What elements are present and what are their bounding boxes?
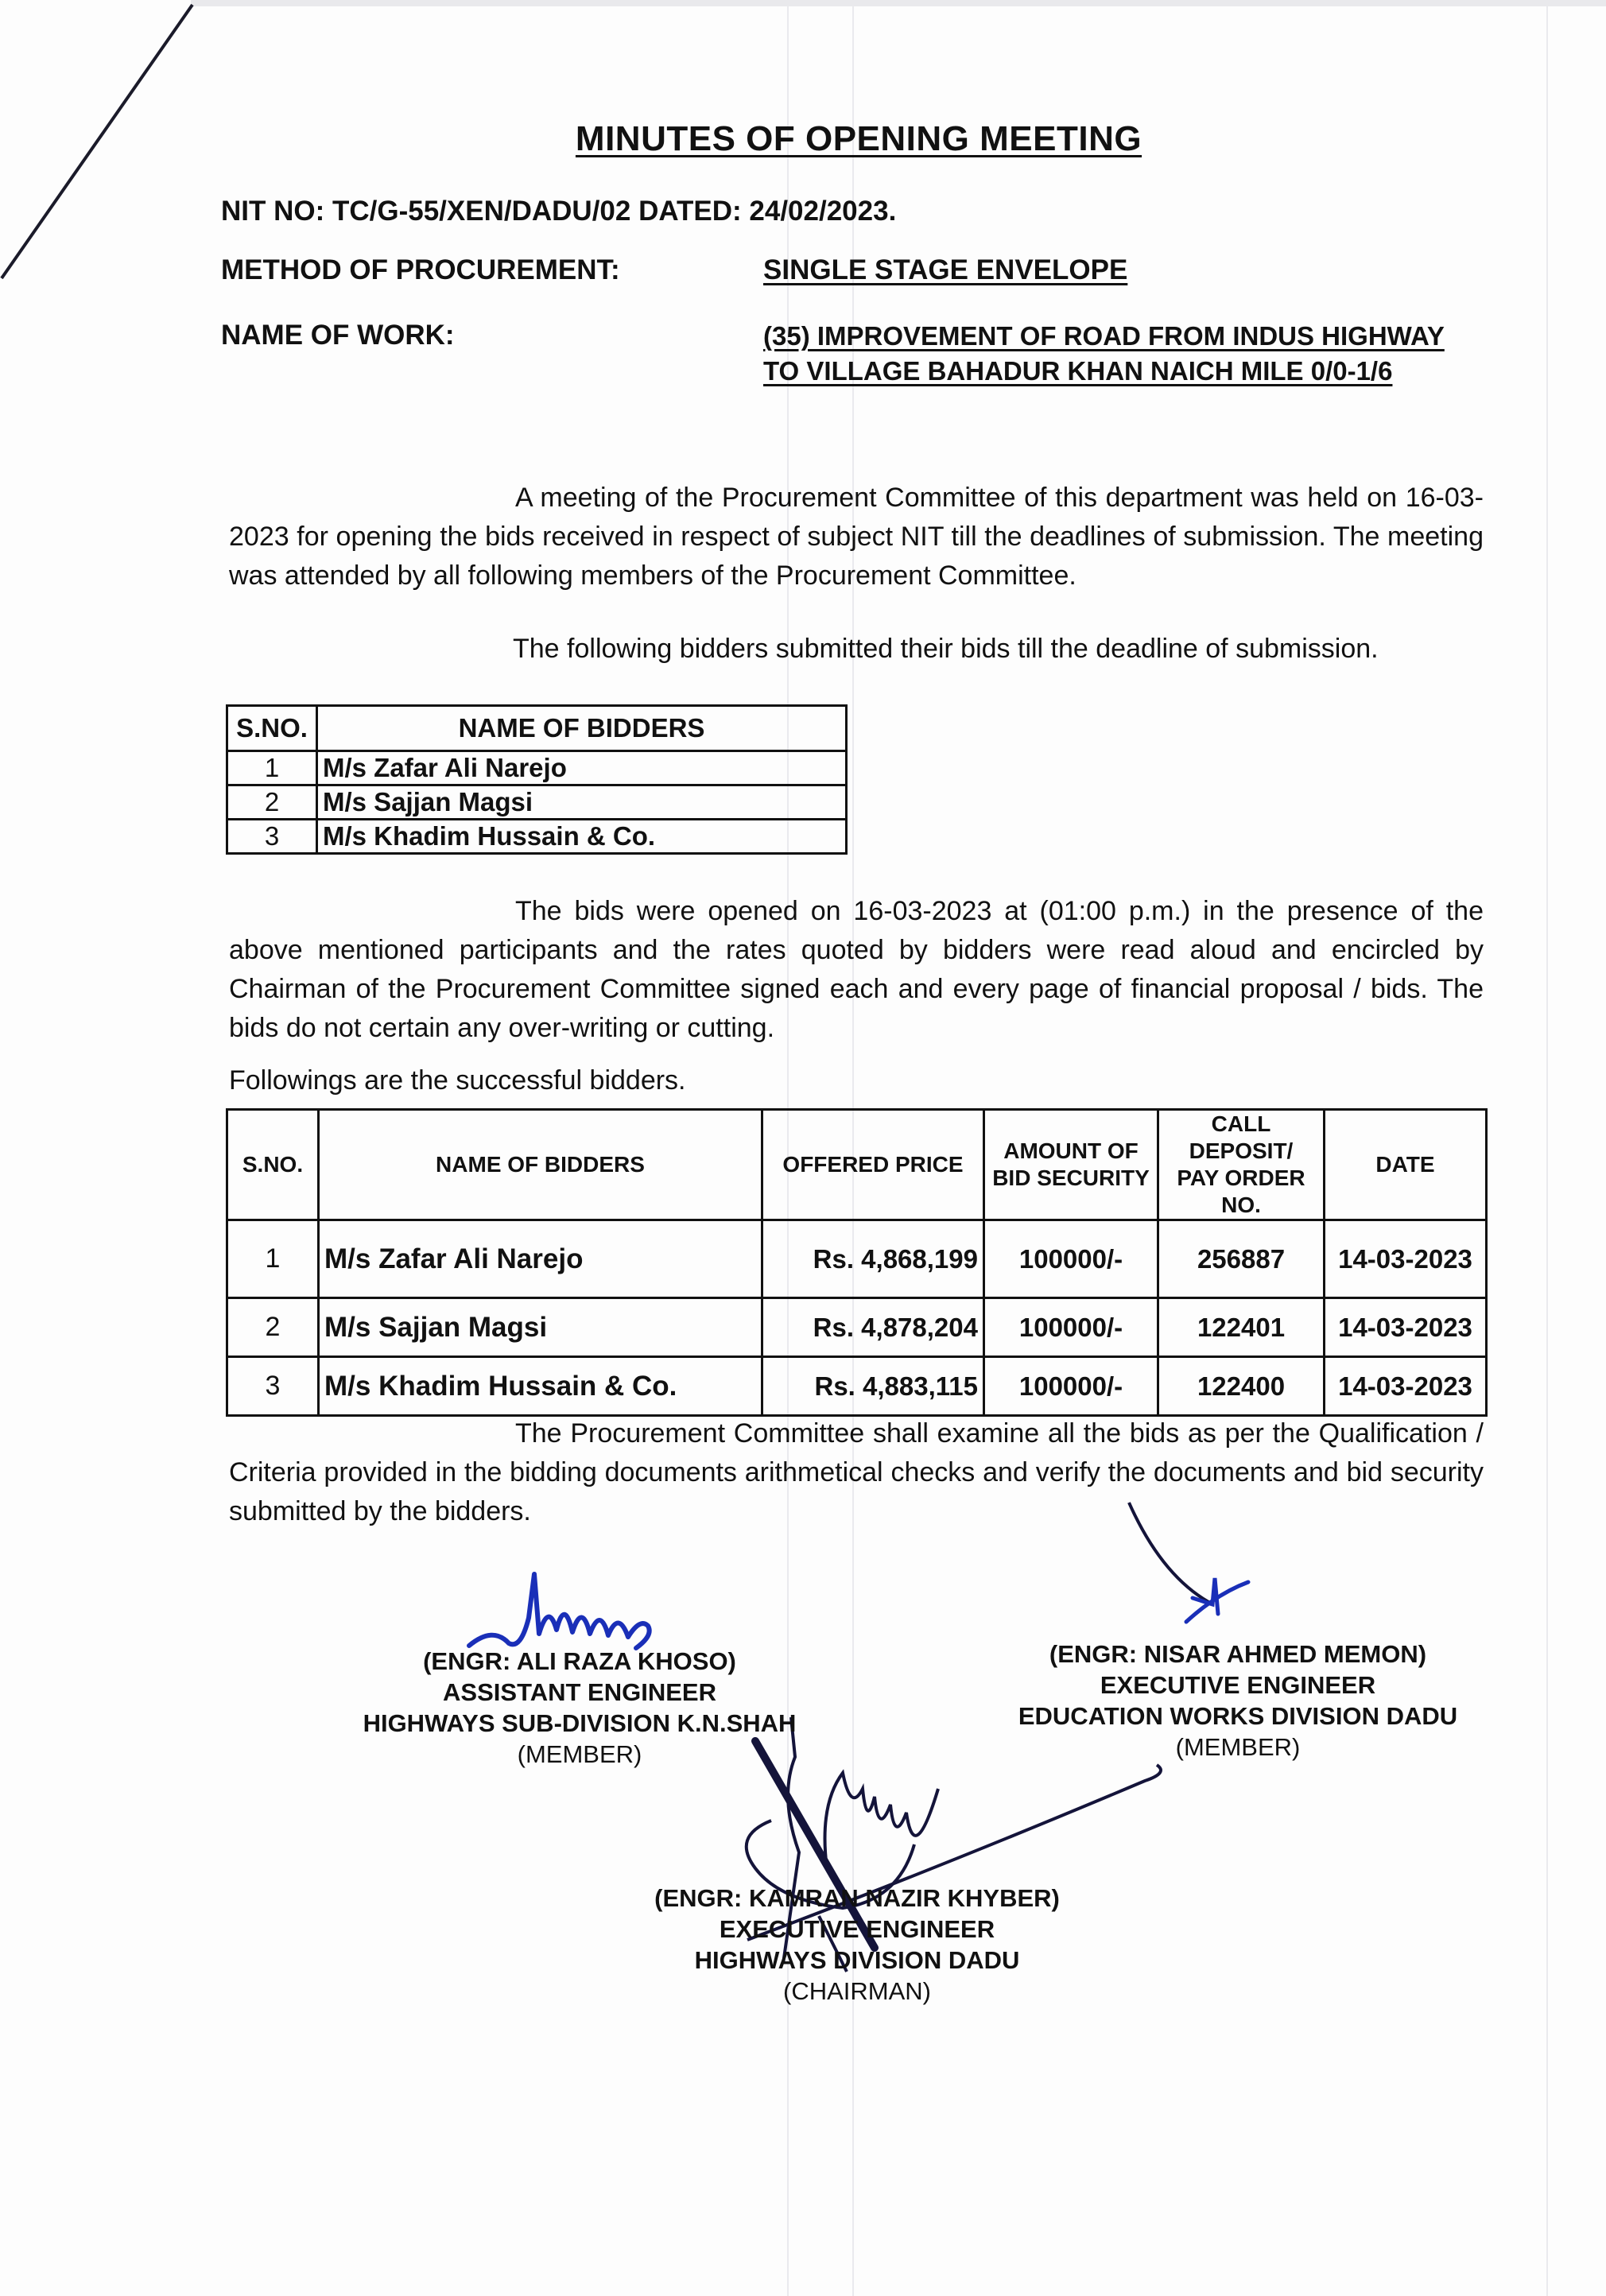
signatory-block-left: [341, 1646, 818, 1770]
signatory-designation: ASSISTANT ENGINEER: [443, 1678, 716, 1706]
cell-sno: 2: [227, 1298, 319, 1357]
table-row: [227, 820, 847, 854]
table-row: [227, 1357, 1487, 1416]
cell-sno: 2: [227, 785, 317, 820]
cell-bid-security: 100000/-: [984, 1298, 1158, 1357]
paragraph-text: The Procurement Committee shall examine all the bids as per the Qualification / Criteria provided in the bidding documents arithmetical checks and verify the documents and bid security submitted by the bidders.: [229, 1418, 1484, 1526]
work-value-line2: TO VILLAGE BAHADUR KHAN NAICH MILE 0/0-1/6: [763, 356, 1393, 386]
title-text: MINUTES OF OPENING MEETING: [575, 119, 1142, 158]
cell-bid-security: 100000/-: [984, 1220, 1158, 1298]
cell-date: 14-03-2023: [1325, 1220, 1487, 1298]
bidders-table: [226, 704, 848, 855]
method-label: METHOD OF PROCUREMENT:: [221, 254, 620, 285]
signatory-role: (MEMBER): [517, 1740, 642, 1768]
signatory-block-chairman: [619, 1883, 1096, 2007]
cell-sno: 1: [227, 751, 317, 785]
nit-number: NIT NO: TC/G-55/XEN/DADU/02 DATED: 24/02/2023.: [221, 196, 897, 227]
signatory-role: (CHAIRMAN): [783, 1977, 931, 2005]
signatory-office: EDUCATION WORKS DIVISION DADU: [1018, 1702, 1458, 1730]
successful-bidders-table: [226, 1108, 1488, 1417]
cell-sno: 3: [227, 820, 317, 854]
paragraph-meeting-held: [229, 479, 1484, 595]
column-header-name: NAME OF BIDDERS: [319, 1110, 762, 1220]
signatory-office: HIGHWAYS SUB-DIVISION K.N.SHAH: [363, 1709, 797, 1737]
paragraph-bidders-submitted: The following bidders submitted their bids till the deadline of submission.: [513, 634, 1379, 664]
page-title: [0, 119, 1606, 159]
cell-bidder-name: M/s Sajjan Magsi: [319, 1298, 762, 1357]
table-row: [227, 785, 847, 820]
column-header-sno: S.NO.: [227, 1110, 319, 1220]
cell-bid-security: 100000/-: [984, 1357, 1158, 1416]
table-row: [227, 1220, 1487, 1298]
column-header-name: NAME OF BIDDERS: [317, 706, 847, 751]
cell-sno: 1: [227, 1220, 319, 1298]
cell-bidder-name: M/s Khadim Hussain & Co.: [317, 820, 847, 854]
cell-pay-order-no: 122400: [1158, 1357, 1325, 1416]
header-line: AMOUNT OF: [1003, 1138, 1139, 1163]
signatory-name: (ENGR: KAMRAN NAZIR KHYBER): [654, 1884, 1060, 1912]
cell-date: 14-03-2023: [1325, 1357, 1487, 1416]
header-line: BID SECURITY: [992, 1165, 1150, 1190]
column-header-bid-security: [984, 1110, 1158, 1220]
cell-sno: 3: [227, 1357, 319, 1416]
table-row: [227, 1298, 1487, 1357]
signatory-block-right: [999, 1639, 1476, 1763]
signature-ali-raza-khoso: [445, 1570, 684, 1658]
signatory-designation: EXECUTIVE ENGINEER: [1100, 1671, 1376, 1699]
signatory-designation: EXECUTIVE ENGINEER: [719, 1915, 995, 1943]
cell-offered-price: Rs. 4,878,204: [762, 1298, 984, 1357]
signatory-office: HIGHWAYS DIVISION DADU: [694, 1946, 1020, 1974]
paragraph-bids-opened: [229, 892, 1484, 1048]
cell-pay-order-no: 122401: [1158, 1298, 1325, 1357]
scan-top-strip: [191, 0, 1606, 6]
column-header-date: DATE: [1325, 1110, 1487, 1220]
paper-fold-line: [1546, 0, 1548, 2296]
header-line: CALL DEPOSIT/: [1189, 1111, 1294, 1163]
work-value-line1: (35) IMPROVEMENT OF ROAD FROM INDUS HIGHWAY: [763, 321, 1445, 351]
method-value: SINGLE STAGE ENVELOPE: [763, 254, 1128, 285]
table-header-row: [227, 706, 847, 751]
column-header-offered-price: OFFERED PRICE: [762, 1110, 984, 1220]
signatory-role: (MEMBER): [1175, 1733, 1301, 1761]
header-line: PAY ORDER NO.: [1177, 1165, 1305, 1217]
cell-pay-order-no: 256887: [1158, 1220, 1325, 1298]
signature-nisar-ahmed-memon: [1113, 1503, 1304, 1646]
column-header-call-deposit: [1158, 1110, 1325, 1220]
table-header-row: [227, 1110, 1487, 1220]
cell-bidder-name: M/s Khadim Hussain & Co.: [319, 1357, 762, 1416]
column-header-sno: S.NO.: [227, 706, 317, 751]
paragraph-text: The bids were opened on 16-03-2023 at (01:00 p.m.) in the presence of the above mentioned participants and the rates quoted by bidders were read aloud and encircled by Chairman of the Procurement Committee signed each and every page of financial proposal / bids. The bids do not certain any over-writing or cutting.: [229, 896, 1484, 1043]
cell-bidder-name: M/s Sajjan Magsi: [317, 785, 847, 820]
cell-offered-price: Rs. 4,883,115: [762, 1357, 984, 1416]
table-row: [227, 751, 847, 785]
cell-date: 14-03-2023: [1325, 1298, 1487, 1357]
paragraph-successful-bidders: Followings are the successful bidders.: [229, 1065, 686, 1096]
work-label: NAME OF WORK:: [221, 320, 455, 351]
cell-bidder-name: M/s Zafar Ali Narejo: [319, 1220, 762, 1298]
cell-offered-price: Rs. 4,868,199: [762, 1220, 984, 1298]
cell-bidder-name: M/s Zafar Ali Narejo: [317, 751, 847, 785]
signatory-name: (ENGR: ALI RAZA KHOSO): [423, 1647, 736, 1675]
paragraph-text: A meeting of the Procurement Committee of this department was held on 16-03-2023 for opening the bids received in respect of subject NIT till the deadlines of submission. The meeting was attended by all following members of the Procurement Committee.: [229, 483, 1484, 591]
signatory-name: (ENGR: NISAR AHMED MEMON): [1049, 1640, 1427, 1668]
